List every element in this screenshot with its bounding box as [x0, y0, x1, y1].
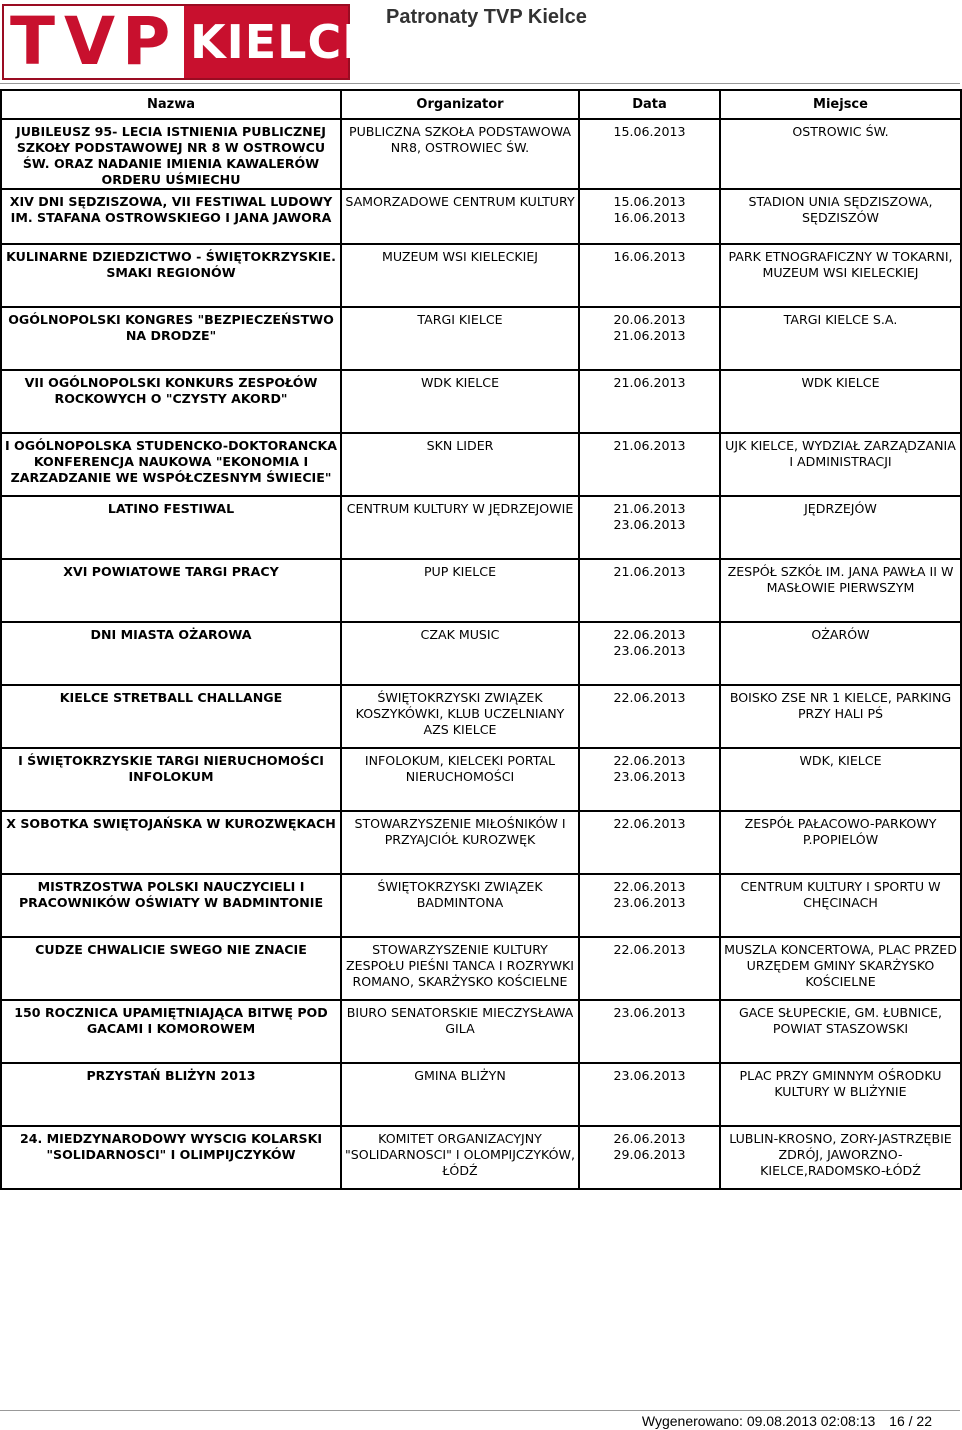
date-cell — [579, 1000, 720, 1063]
place-cell: GACE SŁUPECKIE, GM. ŁUBNICE, POWIAT STASZOWSKI — [720, 1000, 961, 1063]
organizer-cell: MUZEUM WSI KIELECKIEJ — [341, 244, 579, 307]
date-cell — [579, 685, 720, 748]
page-footer — [632, 1413, 932, 1429]
event-name-cell: VII OGÓLNOPOLSKI KONKURS ZESPOŁÓW ROCKOWYCH O "CZYSTY AKORD" — [1, 370, 341, 433]
date-value: 23.06.2013 — [613, 643, 686, 658]
column-header-place: Miejsce — [720, 90, 961, 119]
date-cell — [579, 559, 720, 622]
date-value: 22.06.2013 — [613, 942, 686, 957]
generated-timestamp: Wygenerowano: 09.08.2013 02:08:13 — [641, 1413, 876, 1429]
event-name-cell: JUBILEUSZ 95- LECIA ISTNIENIA PUBLICZNEJ SZKOŁY PODSTAWOWEJ NR 8 W OSTROWCU ŚW. ORAZ NADANIE IMIENIA KAWALERÓW ORDERU UŚMIECHU — [1, 119, 341, 189]
organizer-cell: PUBLICZNA SZKOŁA PODSTAWOWA NR8, OSTROWIEC ŚW. — [341, 119, 579, 189]
logo-letter-p: P — [122, 3, 171, 80]
date-cell — [579, 937, 720, 1000]
date-cell — [579, 370, 720, 433]
event-name-cell: KIELCE STRETBALL CHALLANGE — [1, 685, 341, 748]
event-name-cell: I ŚWIĘTOKRZYSKIE TARGI NIERUCHOMOŚCI INFOLOKUM — [1, 748, 341, 811]
date-value: 22.06.2013 — [613, 627, 686, 642]
event-name-cell: X SOBOTKA SWIĘTOJAŃSKA W KUROZWĘKACH — [1, 811, 341, 874]
footer-divider — [0, 1410, 960, 1411]
date-value: 22.06.2013 — [613, 753, 686, 768]
place-cell: OŻARÓW — [720, 622, 961, 685]
date-cell — [579, 622, 720, 685]
table-row — [1, 307, 961, 370]
place-cell: BOISKO ZSE NR 1 KIELCE, PARKING PRZY HALI PŚ — [720, 685, 961, 748]
date-value: 15.06.2013 — [613, 194, 686, 209]
table-row — [1, 811, 961, 874]
table-row — [1, 119, 961, 189]
event-name-cell: KULINARNE DZIEDZICTWO - ŚWIĘTOKRZYSKIE. SMAKI REGIONÓW — [1, 244, 341, 307]
organizer-cell: GMINA BLIŻYN — [341, 1063, 579, 1126]
event-name-cell: 24. MIEDZYNARODOWY WYSCIG KOLARSKI "SOLIDARNOSCI" I OLIMPIJCZYKÓW — [1, 1126, 341, 1189]
event-name-cell: 150 ROCZNICA UPAMIĘTNIAJĄCA BITWĘ POD GACAMI I KOMOROWEM — [1, 1000, 341, 1063]
date-cell — [579, 496, 720, 559]
date-value: 23.06.2013 — [613, 1068, 686, 1083]
organizer-cell: TARGI KIELCE — [341, 307, 579, 370]
organizer-cell: ŚWIĘTOKRZYSKI ZWIĄZEK KOSZYKÓWKI, KLUB UCZELNIANY AZS KIELCE — [341, 685, 579, 748]
organizer-cell: PUP KIELCE — [341, 559, 579, 622]
header-divider — [0, 83, 960, 84]
place-cell: PARK ETNOGRAFICZNY W TOKARNI, MUZEUM WSI KIELECKIEJ — [720, 244, 961, 307]
table-row — [1, 1000, 961, 1063]
table-row — [1, 244, 961, 307]
date-value: 22.06.2013 — [613, 690, 686, 705]
date-cell — [579, 307, 720, 370]
date-cell — [579, 1126, 720, 1189]
patronage-table — [0, 89, 962, 1190]
place-cell: WDK, KIELCE — [720, 748, 961, 811]
date-value: 15.06.2013 — [613, 124, 686, 139]
place-cell: LUBLIN-KROSNO, ZORY-JASTRZĘBIE ZDRÓJ, JAWORZNO-KIELCE,RADOMSKO-ŁÓDŹ — [720, 1126, 961, 1189]
table-row — [1, 748, 961, 811]
date-value: 29.06.2013 — [613, 1147, 686, 1162]
place-cell: JĘDRZEJÓW — [720, 496, 961, 559]
table-row — [1, 189, 961, 244]
event-name-cell: XVI POWIATOWE TARGI PRACY — [1, 559, 341, 622]
place-cell: TARGI KIELCE S.A. — [720, 307, 961, 370]
page-title: Patronaty TVP Kielce — [386, 6, 587, 28]
place-cell: PLAC PRZY GMINNYM OŚRODKU KULTURY W BLIŻYNIE — [720, 1063, 961, 1126]
date-cell — [579, 244, 720, 307]
date-value: 23.06.2013 — [613, 517, 686, 532]
table-row — [1, 685, 961, 748]
logo-letter-t: T — [10, 3, 56, 80]
date-value: 22.06.2013 — [613, 816, 686, 831]
table-row — [1, 937, 961, 1000]
event-name-cell: OGÓLNOPOLSKI KONGRES "BEZPIECZEŃSTWO NA DRODZE" — [1, 307, 341, 370]
organizer-cell: INFOLOKUM, KIELCEKI PORTAL NIERUCHOMOŚCI — [341, 748, 579, 811]
date-cell — [579, 1063, 720, 1126]
place-cell: ZESPÓŁ PAŁACOWO-PARKOWY P.POPIELÓW — [720, 811, 961, 874]
place-cell: CENTRUM KULTURY I SPORTU W CHĘCINACH — [720, 874, 961, 937]
date-value: 21.06.2013 — [613, 438, 686, 453]
date-value: 21.06.2013 — [613, 328, 686, 343]
date-value: 16.06.2013 — [613, 249, 686, 264]
logo-letter-v: V — [64, 3, 116, 80]
table-row — [1, 559, 961, 622]
date-cell — [579, 189, 720, 244]
table-row — [1, 1063, 961, 1126]
organizer-cell: KOMITET ORGANIZACYJNY "SOLIDARNOSCI" I OLOMPIJCZYKÓW, ŁÓDŹ — [341, 1126, 579, 1189]
date-value: 21.06.2013 — [613, 564, 686, 579]
event-name-cell: XIV DNI SĘDZISZOWA, VII FESTIWAL LUDOWY IM. STAFANA OSTROWSKIEGO I JANA JAWORA — [1, 189, 341, 244]
organizer-cell: CENTRUM KULTURY W JĘDRZEJOWIE — [341, 496, 579, 559]
table-row — [1, 496, 961, 559]
date-value: 16.06.2013 — [613, 210, 686, 225]
event-name-cell: DNI MIASTA OŻAROWA — [1, 622, 341, 685]
organizer-cell: SAMORZADOWE CENTRUM KULTURY — [341, 189, 579, 244]
logo-region-text: KIELCE — [190, 15, 375, 69]
date-value: 26.06.2013 — [613, 1131, 686, 1146]
place-cell: MUSZLA KONCERTOWA, PLAC PRZED URZĘDEM GMINY SKARŻYSKO KOŚCIELNE — [720, 937, 961, 1000]
place-cell: UJK KIELCE, WYDZIAŁ ZARZĄDZANIA I ADMINISTRACJI — [720, 433, 961, 496]
date-cell — [579, 811, 720, 874]
place-cell: OSTROWIC ŚW. — [720, 119, 961, 189]
event-name-cell: LATINO FESTIWAL — [1, 496, 341, 559]
column-header-date: Data — [579, 90, 720, 119]
event-name-cell: PRZYSTAŃ BLIŻYN 2013 — [1, 1063, 341, 1126]
date-cell — [579, 433, 720, 496]
place-cell: STADION UNIA SĘDZISZOWA, SĘDZISZÓW — [720, 189, 961, 244]
date-value: 23.06.2013 — [613, 1005, 686, 1020]
event-name-cell: I OGÓLNOPOLSKA STUDENCKO-DOKTORANCKA KONFERENCJA NAUKOWA "EKONOMIA I ZARZADZANIE WE WSPÓŁCZESNYM ŚWIECIE" — [1, 433, 341, 496]
organizer-cell: STOWARZYSZENIE KULTURY ZESPOŁU PIEŚNI TANCA I ROZRYWKI ROMANO, SKARŻYSKO KOŚCIELNE — [341, 937, 579, 1000]
organizer-cell: SKN LIDER — [341, 433, 579, 496]
event-name-cell: MISTRZOSTWA POLSKI NAUCZYCIELI I PRACOWNIKÓW OŚWIATY W BADMINTONIE — [1, 874, 341, 937]
organizer-cell: CZAK MUSIC — [341, 622, 579, 685]
date-value: 20.06.2013 — [613, 312, 686, 327]
table-row — [1, 1126, 961, 1189]
column-header-organizer: Organizator — [341, 90, 579, 119]
date-value: 23.06.2013 — [613, 769, 686, 784]
organizer-cell: WDK KIELCE — [341, 370, 579, 433]
date-value: 21.06.2013 — [613, 375, 686, 390]
organizer-cell: ŚWIĘTOKRZYSKI ZWIĄZEK BADMINTONA — [341, 874, 579, 937]
table-row — [1, 433, 961, 496]
table-row — [1, 370, 961, 433]
date-value: 22.06.2013 — [613, 879, 686, 894]
table-header-row — [1, 90, 961, 119]
logo-tvp-block — [4, 3, 184, 80]
page-number: 16 / 22 — [889, 1413, 932, 1429]
place-cell: WDK KIELCE — [720, 370, 961, 433]
table-row — [1, 874, 961, 937]
date-value: 21.06.2013 — [613, 501, 686, 516]
organizer-cell: BIURO SENATORSKIE MIECZYSŁAWA GILA — [341, 1000, 579, 1063]
date-value: 23.06.2013 — [613, 895, 686, 910]
date-cell — [579, 119, 720, 189]
date-cell — [579, 748, 720, 811]
organizer-cell: STOWARZYSZENIE MIŁOŚNIKÓW I PRZYAJCIÓŁ KUROZWĘK — [341, 811, 579, 874]
place-cell: ZESPÓŁ SZKÓŁ IM. JANA PAWŁA II W MASŁOWIE PIERWSZYM — [720, 559, 961, 622]
event-name-cell: CUDZE CHWALICIE SWEGO NIE ZNACIE — [1, 937, 341, 1000]
table-row — [1, 622, 961, 685]
date-cell — [579, 874, 720, 937]
column-header-name: Nazwa — [1, 90, 341, 119]
tvp-kielce-logo — [2, 3, 375, 80]
